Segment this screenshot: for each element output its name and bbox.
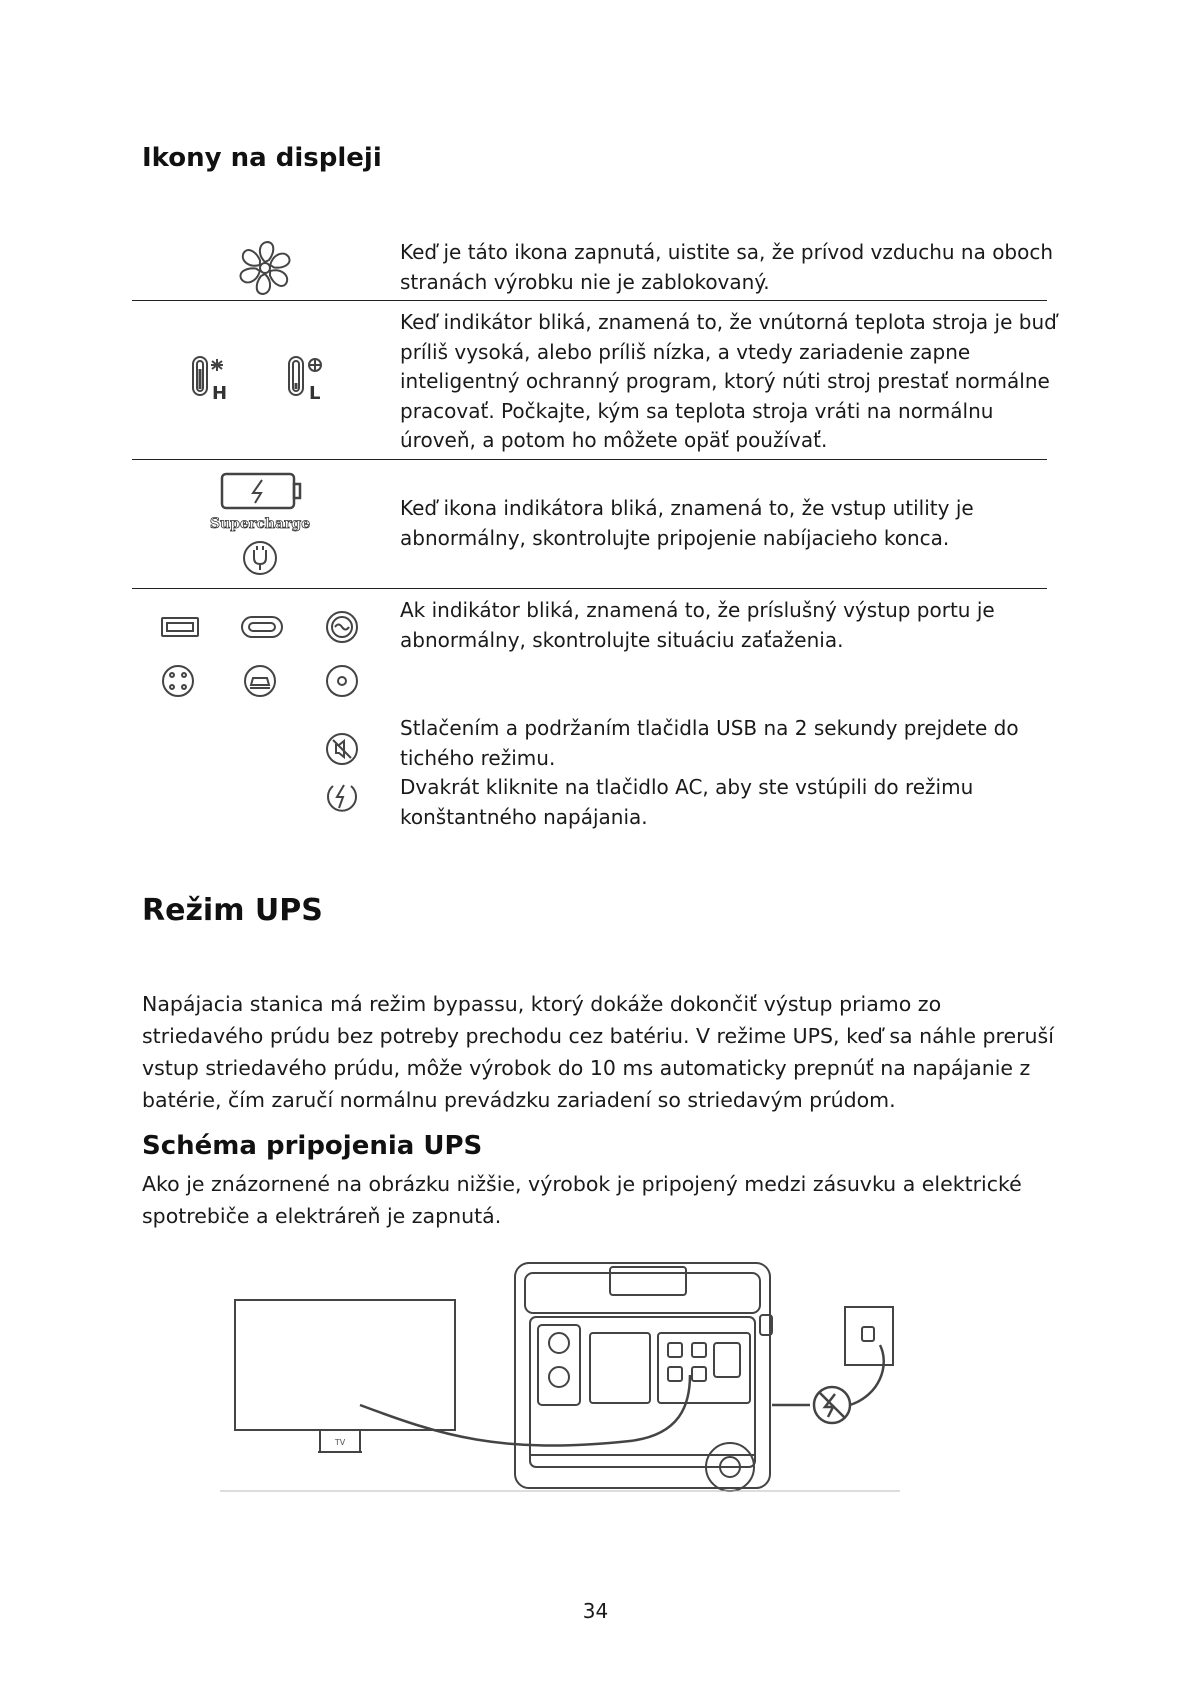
page-number: 34 [582,1599,609,1623]
temp-low-label: L [309,383,321,404]
usb-a-port-icon [160,614,200,640]
mute-description: Stlačením a podržaním tlačidla USB na 2 sekundy prejdete do tichého režimu. [400,716,1019,770]
supercharge-description: Keď ikona indikátora bliká, znamená to, že vstup utility je abnormálny, skontrolujte pripojenie nabíjacieho konca. [400,496,974,550]
temperature-high-icon [190,355,240,405]
section-title-icons: Ikony na displeji [142,143,382,173]
temperature-low-icon [286,355,336,405]
ac-outlet-icon [324,609,360,645]
table-divider [132,459,1047,460]
supercharge-label: Supercharge [209,516,311,532]
fan-icon [235,238,295,298]
usb-c-port-icon [240,614,284,640]
schema-paragraph: Ako je znázornené na obrázku nižšie, výrobok je pripojený medzi zásuvku a elektrické spotrebiče a elektráreň je zapnutá. [142,1172,1022,1228]
power-station-illustration [515,1263,772,1491]
dc-port-icon [160,663,196,699]
constant-power-icon [324,778,360,814]
temp-high-label: H [212,383,228,404]
ups-paragraph: Napájacia stanica má režim bypassu, ktorý dokáže dokončiť výstup priamo zo striedavého prúdu bez potreby prechodu cez batériu. V režime UPS, keď sa náhle preruší vstup striedavého prúdu, môže výrobok do 10 ms automaticky prepnúť na napájanie z batérie, čím zaručí normálnu prevádzku zariadení so striedavým prúdom. [142,992,1054,1112]
temperature-description: Keď indikátor bliká, znamená to, že vnútorná teplota stroja je buď príliš vysoká, alebo príliš nízka, a vtedy zariadenie zapne inteligentný ochranný program, ktorý núti stroj prestať normálne pracovať. Počkajte, kým sa teplota stroja vráti na normálnu úroveň, a potom ho môžete opäť používať. [400,310,1057,452]
ups-connection-diagram [220,1255,980,1495]
dc5521-port-icon [324,663,360,699]
section-title-ups: Režim UPS [142,893,323,928]
car-port-icon [242,663,278,699]
mute-icon [324,731,360,767]
constant-power-description: Dvakrát kliknite na tlačidlo AC, aby ste vstúpili do režimu konštantného napájania. [400,775,974,829]
fan-description: Keď je táto ikona zapnutá, uistite sa, že prívod vzduchu na oboch stranách výrobku nie je zablokovaný. [400,240,1054,294]
section-title-schema: Schéma pripojenia UPS [142,1131,483,1161]
table-divider [132,300,1047,301]
wall-outlet-illustration [845,1307,893,1365]
table-divider [132,588,1047,589]
tv-illustration [235,1300,455,1430]
supercharge-battery-icon [210,470,310,580]
output-port-description: Ak indikátor bliká, znamená to, že príslušný výstup portu je abnormálny, skontrolujte situáciu zaťaženia. [400,598,995,652]
tv-label: TV [334,1438,346,1447]
